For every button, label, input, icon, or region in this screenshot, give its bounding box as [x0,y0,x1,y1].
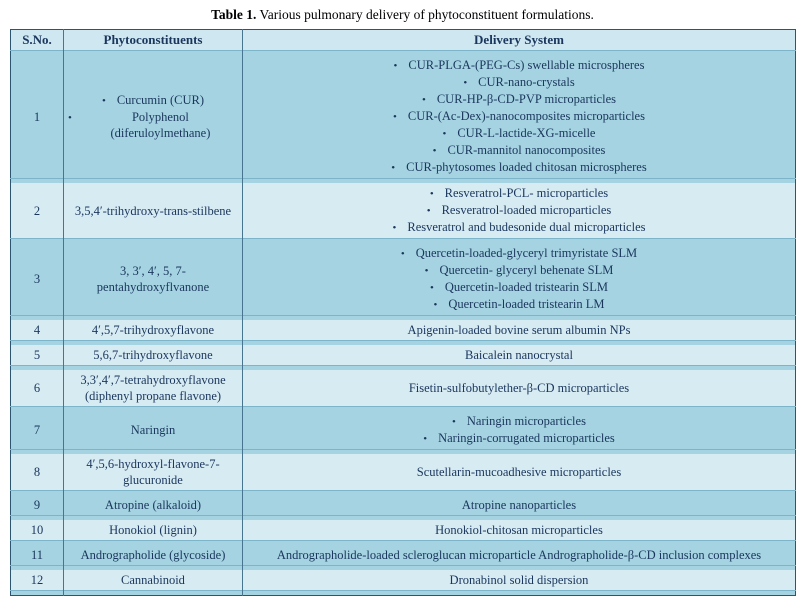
bullet-icon: • [101,95,106,107]
phytoconstituent-cell [64,411,243,450]
phytoconstituent-cell [64,183,243,239]
cell-text: Cannabinoid [121,573,185,587]
table-row [11,454,796,491]
bullet-icon: • [429,188,434,200]
bullet-item [247,108,791,125]
bullet-icon: • [424,265,429,277]
bullet-icon: • [393,111,397,123]
bullet-text: CUR-HP-β-CD-PVP microparticles [436,92,616,106]
table-row [11,495,796,516]
header-delivery-system: Delivery System [243,30,796,51]
sno-cell: 7 [11,411,64,450]
header-sno: S.No. [11,30,64,51]
header-phytoconstituents: Phytoconstituents [64,30,243,51]
bullet-icon: • [421,94,426,106]
cell-text: 4′,5,6-hydroxyl-flavone-7-glucuronide [86,457,220,487]
cell-text: 3, 3′, 4′, 5, 7-pentahydroxyflvanone [96,264,210,294]
cell-text: Naringin [130,423,176,437]
sno-cell: 10 [11,520,64,541]
delivery-system-cell [243,520,796,541]
cell-text: Honokiol (lignin) [109,523,197,537]
bullet-text: CUR-nano-crystals [478,75,575,89]
table-caption-text: Various pulmonary delivery of phytoconstituent formulations. [256,7,594,22]
bullet-icon: • [442,128,447,140]
bullet-item [247,262,791,279]
phytoconstituent-cell [64,55,243,179]
bullet-item [247,296,791,313]
delivery-system-cell [243,55,796,179]
phytoconstituent-cell [64,570,243,591]
table-row [11,520,796,541]
delivery-system-cell [243,345,796,366]
sno-cell: 1 [11,55,64,179]
phytoconstituent-cell [64,370,243,407]
delivery-system-cell [243,495,796,516]
delivery-system-cell [243,545,796,566]
table-row [11,411,796,450]
cell-text: Andrographolide (glycoside) [80,548,226,562]
bullet-text: CUR-L-lactide-XG-micelle [457,126,596,140]
cell-text: Honokiol-chitosan microparticles [435,523,603,537]
row-separator-cell [64,591,243,596]
bullet-icon: • [391,162,396,174]
phytoconstituent-cell [64,243,243,316]
phytoconstituent-cell [64,520,243,541]
table-row [11,243,796,316]
bullet-text: CUR-PLGA-(PEG-Cs) swellable microspheres [408,58,645,72]
row-separator-band [11,591,796,596]
bullet-text: Curcumin (CUR) [116,93,204,107]
bullet-item [247,74,791,91]
bullet-item [247,430,791,447]
table-row [11,370,796,407]
phytoconstituent-cell [64,454,243,491]
phytoconstituent-cell [64,495,243,516]
bullet-icon: • [452,416,456,428]
cell-text: 3,3′,4′,7-tetrahydroxyflavone (diphenyl propane flavone) [80,373,226,403]
cell-text: Dronabinol solid dispersion [449,573,589,587]
sno-cell: 6 [11,370,64,407]
bullet-icon: • [423,433,428,445]
delivery-system-cell [243,243,796,316]
bullet-icon: • [432,145,437,157]
bullet-text: CUR-mannitol nanocomposites [447,143,606,157]
phytoconstituent-cell [64,320,243,341]
bullet-icon: • [433,299,438,311]
delivery-system-cell [243,411,796,450]
bullet-text: Resveratrol-loaded microparticles [441,203,612,217]
bullet-text: Quercetin- glyceryl behenate SLM [439,263,614,277]
cell-text: Atropine nanoparticles [461,498,577,512]
delivery-system-cell [243,570,796,591]
cell-text: Scutellarin-mucoadhesive microparticles [416,465,622,479]
delivery-system-cell [243,454,796,491]
phytoconstituent-cell [64,545,243,566]
cell-text: 4′,5,7-trihydroxyflavone [91,323,215,337]
bullet-text: CUR-(Ac-Dex)-nanocomposites microparticles [407,109,645,123]
table-row [11,55,796,179]
table-row [11,545,796,566]
bullet-item [247,125,791,142]
delivery-system-cell [243,370,796,407]
bullet-item [247,185,791,202]
table-caption [0,0,805,29]
sno-cell: 12 [11,570,64,591]
table-row [11,320,796,341]
sno-cell: 2 [11,183,64,239]
bullet-icon: • [400,248,405,260]
bullet-item [68,92,238,109]
sno-cell: 8 [11,454,64,491]
bullet-item [68,109,238,141]
row-separator-cell [11,591,64,596]
table-row [11,183,796,239]
phytoconstituent-cell [64,345,243,366]
bullet-text: Naringin-corrugated microparticles [438,431,615,445]
bullet-text: Quercetin-loaded tristearin SLM [444,280,608,294]
bullet-item [247,413,791,430]
sno-cell: 5 [11,345,64,366]
formulations-table [10,29,796,596]
bullet-text: Resveratrol and budesonide dual microparticles [407,220,646,234]
bullet-item [247,91,791,108]
bullet-item [247,279,791,296]
sno-cell: 11 [11,545,64,566]
bullet-text: Quercetin-loaded tristearin LM [448,297,605,311]
bullet-item [247,219,791,236]
bullet-icon: • [426,205,431,217]
table-body [11,51,796,596]
bullet-item [247,245,791,262]
sno-cell: 3 [11,243,64,316]
table-caption-label: Table 1. [211,7,257,22]
sno-cell: 4 [11,320,64,341]
delivery-system-cell [243,320,796,341]
bullet-text: Naringin microparticles [466,414,586,428]
bullet-icon: • [68,112,72,124]
bullet-text: Polyphenol (diferuloylmethane) [110,110,211,140]
bullet-icon: • [392,222,397,234]
table-row [11,345,796,366]
cell-text: Andrographolide-loaded scleroglucan microparticle Andrographolide-β-CD inclusion complexes [276,548,762,562]
row-separator-cell [243,591,796,596]
cell-text: Fisetin-sulfobutylether-β-CD microparticles [408,381,630,395]
delivery-system-cell [243,183,796,239]
bullet-text: Resveratrol-PCL- microparticles [444,186,609,200]
bullet-icon: • [393,60,398,72]
bullet-icon: • [429,282,434,294]
bullet-item [247,159,791,176]
cell-text: Atropine (alkaloid) [104,498,202,512]
cell-text: Apigenin-loaded bovine serum albumin NPs [407,323,631,337]
header-row [11,30,796,51]
bullet-icon: • [463,77,468,89]
sno-cell: 9 [11,495,64,516]
table-row [11,570,796,591]
cell-text: 3,5,4′-trihydroxy-trans-stilbene [74,203,232,218]
cell-text: 5,6,7-trihydroxyflavone [93,348,213,362]
bullet-item [247,142,791,159]
bullet-text: Quercetin-loaded-glyceryl trimyristate SLM [415,246,638,260]
bullet-item [247,202,791,219]
bullet-item [247,57,791,74]
cell-text: Baicalein nanocrystal [465,348,573,362]
bullet-text: CUR-phytosomes loaded chitosan microspheres [406,160,647,174]
